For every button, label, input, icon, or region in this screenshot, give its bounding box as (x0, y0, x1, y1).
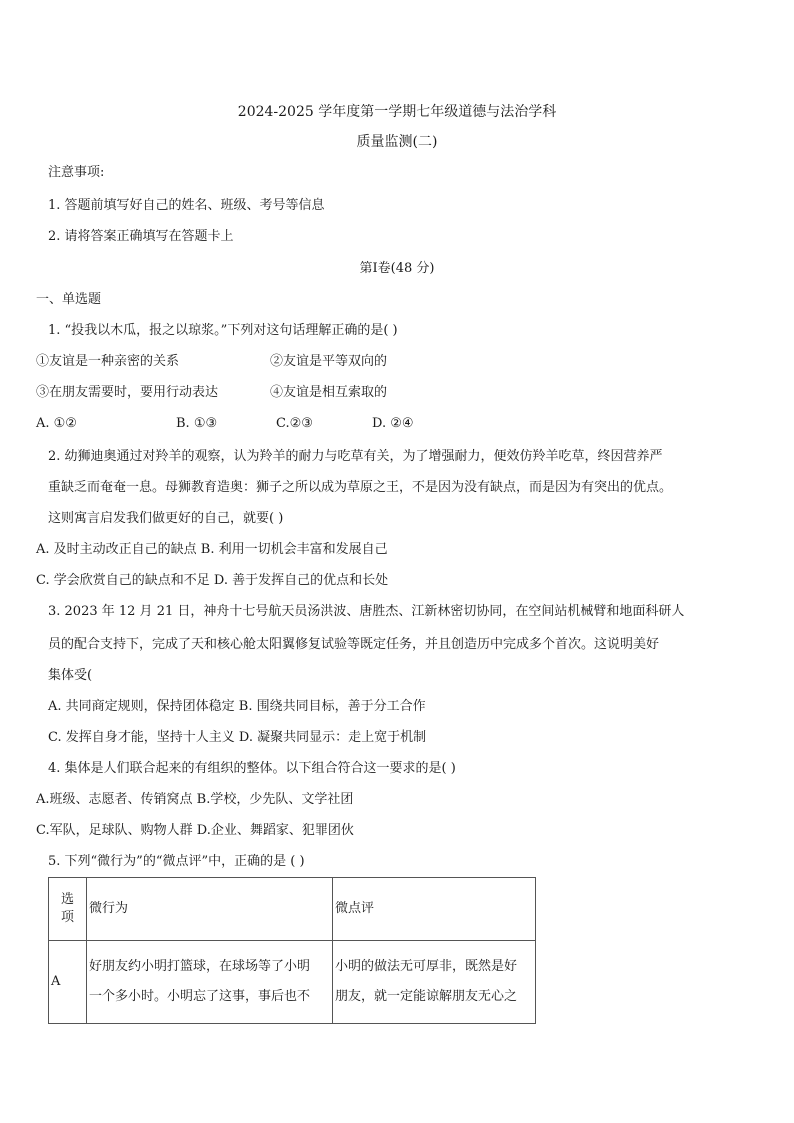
row-comment-line-1: 小明的做法无可厚非，既然是好 (335, 959, 518, 974)
notes-heading: 注意事项: (48, 165, 105, 180)
q3-line-3: 集体受( (48, 668, 93, 683)
header-option-cell (49, 878, 87, 941)
q3-options-cd: C. 发挥自身才能，坚持十人主义 D. 凝聚共同显示：走上宽于机制 (48, 730, 427, 745)
q5-stem: 5. 下列“微行为”的“微点评”中，正确的是 ( ) (48, 854, 305, 869)
q1-statement-1: ①友谊是一种亲密的关系 (36, 354, 180, 369)
q3-line-1: 3. 2023 年 12 月 21 日，神舟十七号航天员汤洪波、唐胜杰、江新林密切协同，在空间站机械臂和地面科研人 (48, 604, 685, 619)
q1-statement-3: ③在朋友需要时，要用行动表达 (36, 385, 219, 400)
q2-line-1: 2. 幼狮迪奥通过对羚羊的观察，认为羚羊的耐力与吃草有关，为了增强耐力，便效仿羚羊吃草，终因营养严 (48, 449, 663, 464)
q4-options-cd: C.军队，足球队、购物人群 D.企业、舞蹈家、犯罪团伙 (36, 823, 354, 838)
exam-subtitle: 质量监测(二) (356, 134, 438, 150)
row-comment (333, 941, 536, 1024)
row-behavior-line-1: 好朋友约小明打篮球，在球场等了小明 (89, 959, 311, 974)
q4-options-ab: A.班级、志愿者、传销窝点 B.学校，少先队、文学社团 (36, 792, 354, 807)
q3-line-2: 员的配合支持下，完成了天和核心舱太阳翼修复试验等既定任务，并且创造历中完成多个首次。这说明美好 (48, 637, 660, 652)
q2-options-ab: A. 及时主动改正自己的缺点 B. 利用一切机会丰富和发展自己 (36, 542, 388, 557)
table-row (49, 941, 536, 1024)
q1-stem: 1. “投我以木瓜，报之以琼浆。”下列对这句话理解正确的是( ) (48, 323, 398, 338)
header-option-char-2: 项 (60, 910, 74, 925)
row-behavior (87, 941, 333, 1024)
volume-heading: 第Ⅰ卷(48 分) (359, 261, 435, 276)
q2-line-2: 重缺乏而奄奄一息。母狮教育造奥：狮子之所以成为草原之王，不是因为没有缺点，而是因为有突出的优点。 (48, 480, 673, 495)
q2-options-cd: C. 学会欣赏自己的缺点和不足 D. 善于发挥自己的优点和长处 (36, 573, 389, 588)
notes-item-2: 2. 请将答案正确填写在答题卡上 (48, 229, 234, 244)
q1-option-c: C.②③ (276, 416, 313, 431)
row-comment-line-2: 朋友，就一定能谅解朋友无心之 (335, 989, 518, 1004)
exam-title: 2024-2025 学年度第一学期七年级道德与法治学科 (237, 104, 557, 120)
header-comment: 微点评 (333, 878, 536, 941)
header-behavior: 微行为 (87, 878, 333, 941)
q1-option-a: A. ①② (36, 416, 77, 431)
q1-statement-4: ④友谊是相互索取的 (270, 385, 388, 400)
section-heading: 一、单选题 (36, 292, 102, 307)
q5-table (48, 877, 536, 1024)
q1-option-d: D. ②④ (372, 416, 414, 431)
q2-line-3: 这则寓言启发我们做更好的自己，就要( ) (48, 511, 284, 526)
table-header-row (49, 878, 536, 941)
q1-statement-2: ②友谊是平等双向的 (270, 354, 388, 369)
q4-stem: 4. 集体是人们联合起来的有组织的整体。以下组合符合这一要求的是( ) (48, 761, 456, 776)
q3-options-ab: A. 共同商定规则，保持团体稳定 B. 围绕共同目标，善于分工合作 (48, 699, 426, 714)
row-option-label: A (49, 941, 87, 1024)
header-option-char-1: 选 (60, 892, 74, 907)
row-behavior-line-2: 一个多小时。小明忘了这事，事后也不 (89, 989, 311, 1004)
notes-item-1: 1. 答题前填写好自己的姓名、班级、考号等信息 (48, 198, 325, 213)
q1-option-b: B. ①③ (176, 416, 218, 431)
